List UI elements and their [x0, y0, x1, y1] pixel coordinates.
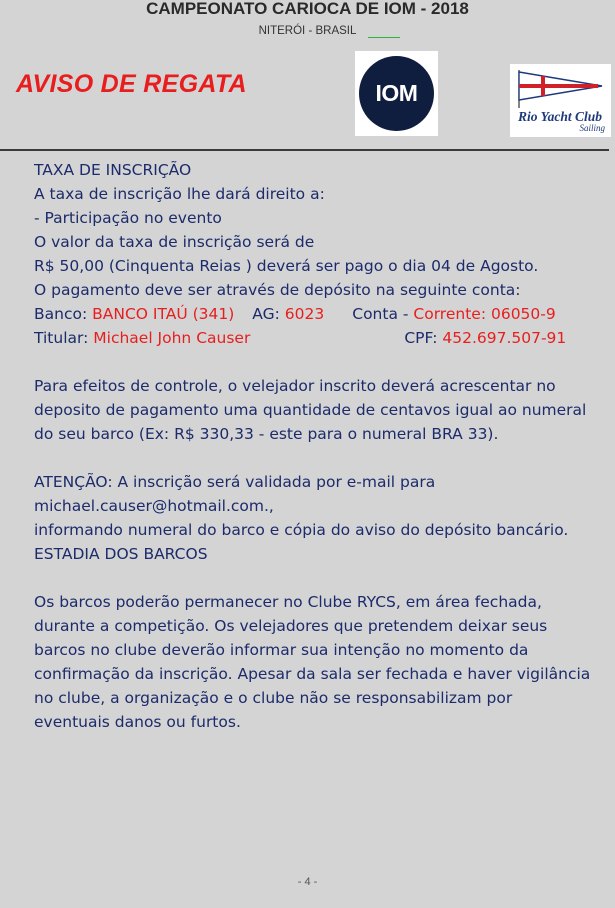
- control-line: do seu barco (Ex: R$ 330,33 - este para o numeral BRA 33).: [34, 425, 499, 443]
- control-line: deposito de pagamento uma quantidade de centavos igual ao numeral: [34, 401, 587, 419]
- attention-line: ATENÇÃO: A inscrição será validada por e-mail para: [34, 473, 436, 491]
- paragraph-gap: [34, 350, 615, 374]
- document-body: [34, 158, 615, 734]
- agency-label: AG:: [252, 305, 285, 323]
- bank-label: Banco:: [34, 305, 93, 323]
- holder-label: Titular:: [34, 329, 94, 347]
- holder-value: Michael John Causer: [93, 329, 251, 347]
- agency-value: 6023: [284, 305, 325, 323]
- stay-line: confirmação da inscrição. Apesar da sala ser fechada e haver vigilância: [34, 665, 591, 683]
- stay-line: barcos no clube deverão informar sua intenção no momento da: [34, 641, 529, 659]
- fee-line: R$ 50,00 (Cinquenta Reias ) deverá ser pago o dia 04 de Agosto.: [34, 257, 539, 275]
- paragraph-gap: [34, 566, 615, 590]
- section-title: AVISO DE REGATA: [16, 70, 247, 98]
- fee-heading: TAXA DE INSCRIÇÃO: [34, 161, 192, 179]
- stay-line: durante a competição. Os velejadores que pretendem deixar seus: [34, 617, 548, 635]
- paragraph-gap: [34, 446, 615, 470]
- fee-line: - Participação no evento: [34, 209, 222, 227]
- holder-details-line: [34, 326, 615, 350]
- cpf-value: 452.697.507-91: [442, 329, 567, 347]
- rio-yacht-club-logo: [510, 64, 611, 137]
- stay-heading: ESTADIA DOS BARCOS: [34, 545, 208, 563]
- stay-line: eventuais danos ou furtos.: [34, 713, 241, 731]
- account-value: Corrente: 06050-9: [413, 305, 556, 323]
- control-line: Para efeitos de controle, o velejador inscrito deverá acrescentar no: [34, 377, 556, 395]
- account-label: Conta -: [352, 305, 414, 323]
- attention-line: informando numeral do barco e cópia do aviso do depósito bancário.: [34, 521, 569, 539]
- document-title: CAMPEONATO CARIOCA DE IOM - 2018: [146, 0, 469, 18]
- stay-line: Os barcos poderão permanecer no Clube RYCS, em área fechada,: [34, 593, 542, 611]
- contact-email: michael.causer@hotmail.com.,: [34, 497, 274, 515]
- header-divider: [0, 149, 609, 151]
- cpf-label: CPF:: [404, 329, 443, 347]
- club-logo-tagline: Sailing: [579, 123, 605, 133]
- page-number: - 4 -: [297, 876, 318, 888]
- fee-line: O pagamento deve ser através de depósito na seguinte conta:: [34, 281, 521, 299]
- bank-details-line: [34, 302, 615, 326]
- fee-line: O valor da taxa de inscrição será de: [34, 233, 315, 251]
- fee-line: A taxa de inscrição lhe dará direito a:: [34, 185, 325, 203]
- iom-logo-circle: [359, 56, 434, 131]
- club-logo-name: Rio Yacht Club: [517, 109, 603, 124]
- subtitle-underline: [368, 37, 400, 38]
- stay-line: no clube, a organização e o clube não se responsabilizam por: [34, 689, 513, 707]
- iom-logo-text: IOM: [375, 80, 418, 106]
- bank-value: BANCO ITAÚ (341): [92, 305, 235, 323]
- document-subtitle: NITERÓI - BRASIL: [258, 25, 357, 37]
- iom-logo: [355, 51, 438, 136]
